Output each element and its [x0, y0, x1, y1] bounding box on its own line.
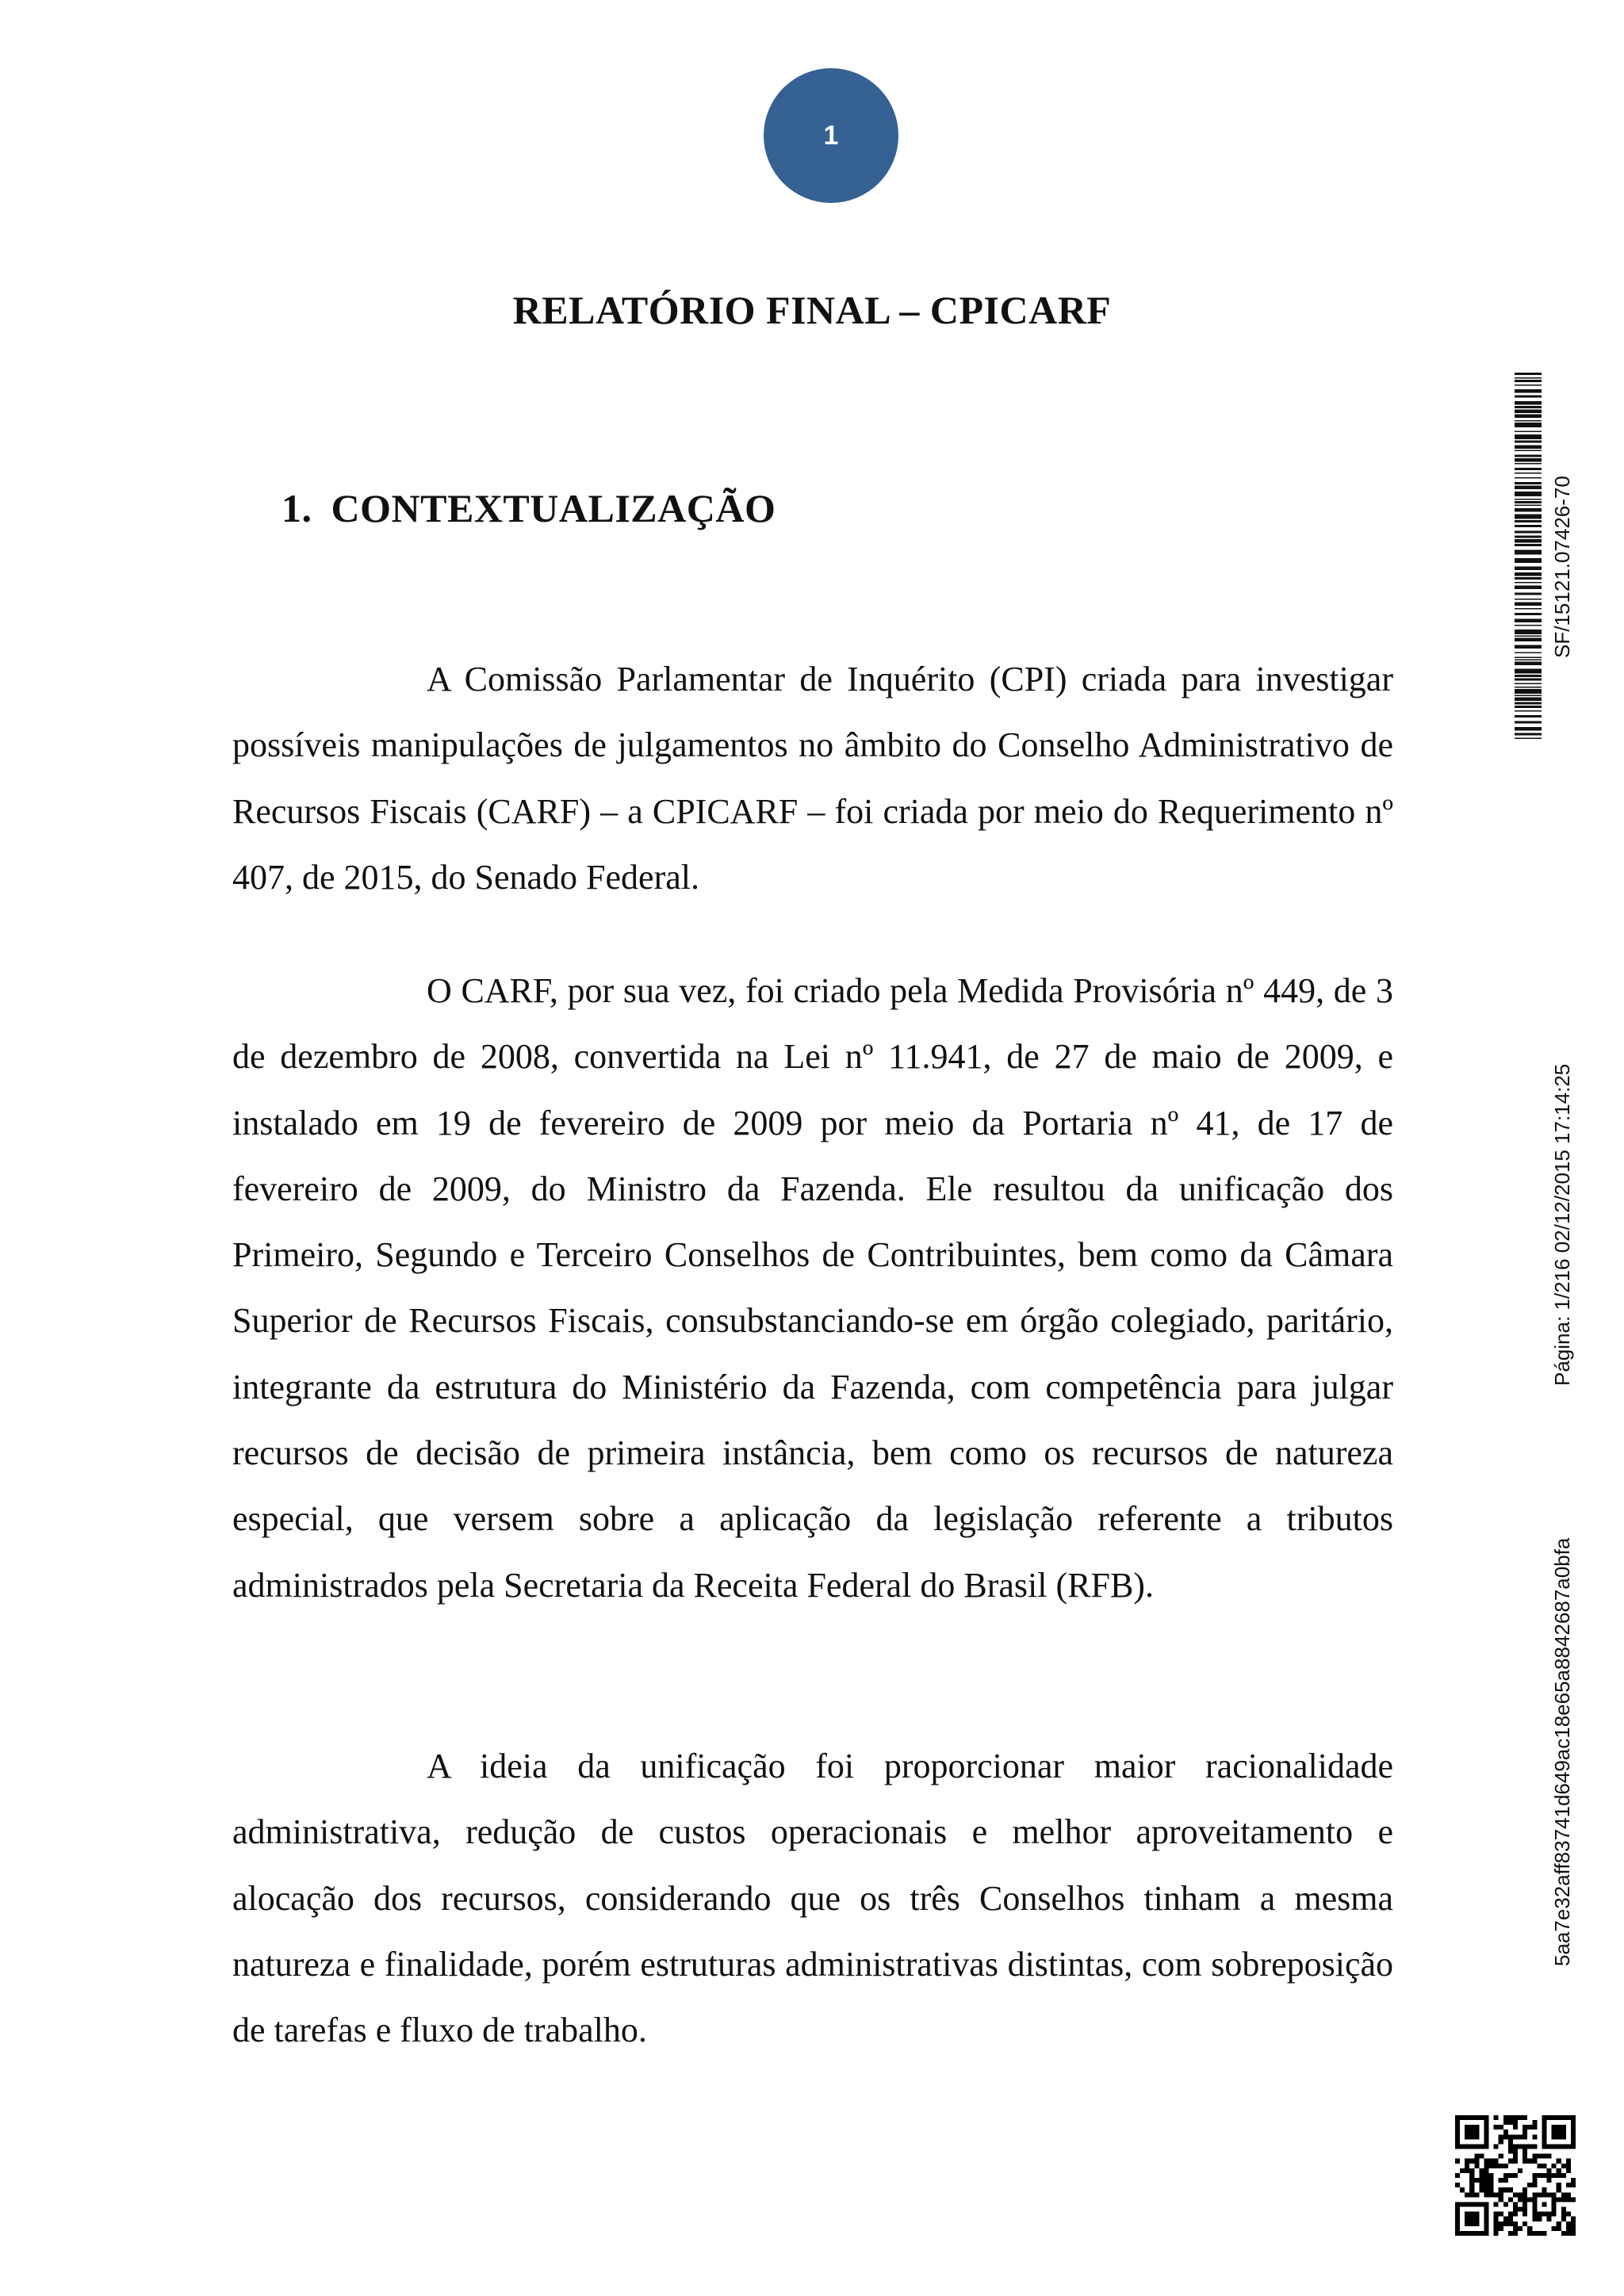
paragraph-1: A Comissão Parlamentar de Inquérito (CPI) criada para investigar possíveis manipulações de julgamentos no âmbito do Conselho Administrativo de Recursos Fiscais (CARF) – a CPICARF – foi criada por meio do Requerimento nº 407, de 2015, do Senado Federal. — [232, 660, 1393, 897]
page-number-badge — [764, 68, 898, 203]
section-number: 1. — [282, 486, 312, 530]
barcode-icon — [1515, 373, 1542, 741]
section-title: CONTEXTUALIZAÇÃO — [331, 486, 776, 530]
qr-code-icon — [1455, 2115, 1576, 2236]
document-title: RELATÓRIO FINAL – CPICARF — [512, 288, 1112, 332]
paragraph-2: O CARF, por sua vez, foi criado pela Medida Provisória nº 449, de 3 de dezembro de 2008, convertida na Lei nº 11.941, de 27 de maio de 2009, e instalado em 19 de fevereiro de 2009 por meio da Portaria nº 41, de 17 de fevereiro de 2009, do Ministro da Fazenda. Ele resultou da unificação dos Primeiro, Segundo e Terceiro Conselhos de Contribuintes, bem como da Câmara Superior de Recursos Fiscais, consubstanciando-se em órgão colegiado, paritário, integrante da estrutura do Ministério da Fazenda, com competência para julgar recursos de decisão de primeira instância, bem como os recursos de natureza especial, que versem sobre a aplicação da legislação referente a tributos administrados pela Secretaria da Receita Federal do Brasil (RFB). — [232, 971, 1393, 1605]
page-number: 1 — [823, 120, 839, 151]
document-hash: 5aa7e32aff83741d649ac18e65a8842687a0bfa — [1550, 1537, 1574, 1966]
section-heading — [282, 485, 776, 531]
page-info: Página: 1/216 02/12/2015 17:14:25 — [1550, 1063, 1574, 1386]
paragraph-3: A ideia da unificação foi proporcionar maior racionalidade administrativa, redução de custos operacionais e melhor aproveitamento e alocação dos recursos, considerando que os três Conselhos tinham a mesma natureza e finalidade, porém estruturas administrativas distintas, com sobreposição de tarefas e fluxo de trabalho. — [232, 1747, 1393, 2050]
document-code: SF/15121.07426-70 — [1550, 476, 1574, 658]
margin-authentication-strip — [1507, 373, 1586, 1990]
